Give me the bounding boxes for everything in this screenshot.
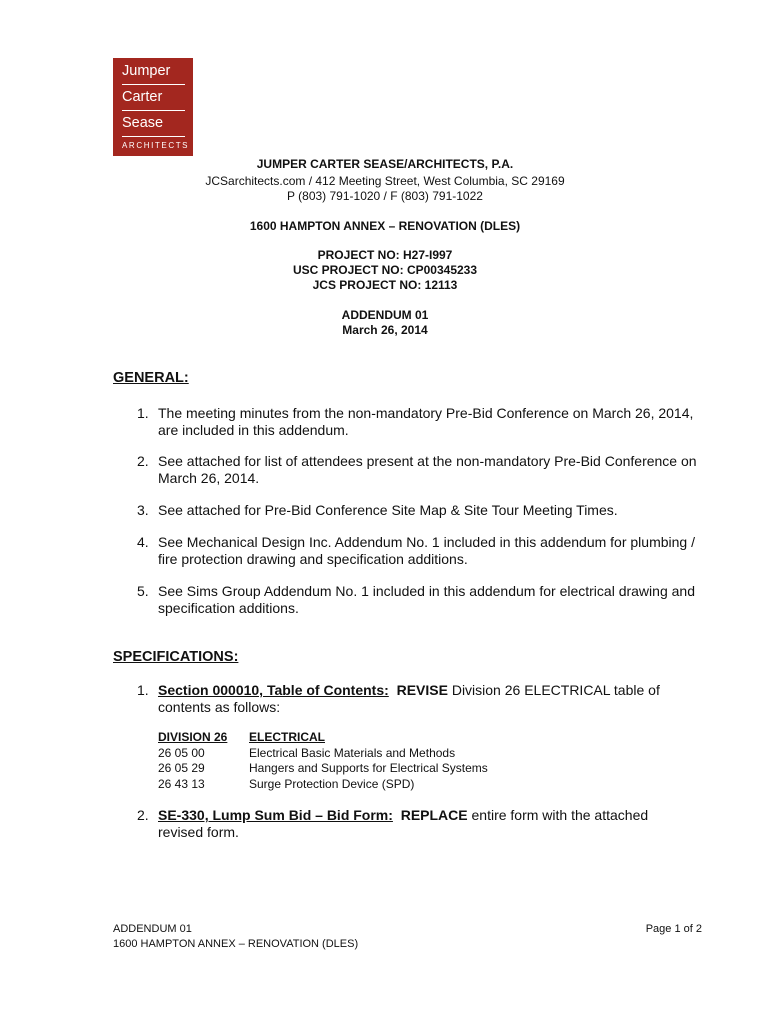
section-title: Surge Protection Device (SPD) [249, 776, 415, 791]
firm-logo [113, 58, 193, 156]
item-number: 1. [137, 682, 149, 698]
section-title: Electrical Basic Materials and Methods [249, 745, 456, 760]
item-text: See attached for Pre-Bid Conference Site Map & Site Tour Meeting Times. [158, 502, 618, 518]
logo-word-carter: Carter [122, 89, 163, 105]
specifications-heading: SPECIFICATIONS: [113, 649, 239, 665]
project-number: PROJECT NO: H27-I997 [317, 248, 453, 262]
spec-action: REPLACE [400, 807, 468, 823]
spec-section-title: Section 000010, Table of Contents: [158, 682, 389, 698]
logo-rule [122, 136, 185, 137]
general-item [137, 583, 697, 617]
item-number: 2. [137, 453, 149, 469]
table-row [158, 746, 488, 762]
table-header-title: ELECTRICAL [249, 730, 325, 744]
item-text [158, 682, 697, 716]
footer-project: 1600 HAMPTON ANNEX – RENOVATION (DLES) [113, 938, 359, 950]
section-number: 26 43 13 [158, 776, 205, 791]
logo-rule [122, 84, 185, 85]
jcs-project-number: JCS PROJECT NO: 12113 [312, 278, 458, 292]
logo-subtitle: ARCHITECTS [122, 141, 190, 150]
item-text [158, 807, 697, 841]
page-number: Page 1 of 2 [645, 923, 702, 935]
table-header-row [158, 730, 488, 746]
usc-project-number: USC PROJECT NO: CP00345233 [292, 263, 478, 277]
section-title: Hangers and Supports for Electrical Systems [249, 761, 488, 775]
general-item [137, 453, 697, 487]
section-number: 26 05 29 [158, 761, 205, 775]
item-text: See Sims Group Addendum No. 1 included in this addendum for electrical drawing and specification additions. [158, 583, 695, 616]
project-title: 1600 HAMPTON ANNEX – RENOVATION (DLES) [249, 219, 521, 233]
item-number: 3. [137, 502, 149, 518]
toc-table [158, 730, 488, 792]
item-number: 2. [137, 807, 149, 823]
addendum-number: ADDENDUM 01 [341, 308, 429, 322]
firm-address: JCSarchitects.com / 412 Meeting Street, West Columbia, SC 29169 [205, 174, 565, 188]
spec-action: REVISE [396, 682, 448, 698]
firm-phone: P (803) 791-1020 / F (803) 791-1022 [287, 189, 483, 203]
addendum-date: March 26, 2014 [342, 323, 428, 337]
item-number: 4. [137, 534, 149, 550]
logo-word-sease: Sease [122, 115, 164, 131]
general-heading: GENERAL: [113, 370, 189, 386]
footer-left [113, 922, 358, 952]
section-number: 26 05 00 [158, 745, 205, 760]
table-header-division: DIVISION 26 [158, 730, 228, 744]
item-number: 5. [137, 583, 149, 599]
table-row [158, 777, 488, 793]
item-text: See attached for list of attendees present at the non-mandatory Pre-Bid Conference on March 26, 2014. [158, 453, 697, 486]
table-row [158, 761, 488, 777]
item-number: 1. [137, 405, 149, 421]
spec-description: entire form with the attached revised form. [158, 807, 649, 840]
general-item [137, 502, 697, 519]
firm-name: JUMPER CARTER SEASE/ARCHITECTS, P.A. [256, 157, 514, 171]
footer-addendum: ADDENDUM 01 [113, 923, 192, 935]
spec-section-title: SE-330, Lump Sum Bid – Bid Form: [158, 807, 393, 823]
spec-item [137, 682, 697, 716]
logo-word-jumper: Jumper [122, 63, 171, 79]
item-text: The meeting minutes from the non-mandatory Pre-Bid Conference on March 26, 2014, are included in this addendum. [158, 405, 694, 438]
spec-description: Division 26 ELECTRICAL table of contents as follows: [158, 682, 660, 715]
general-item [137, 405, 697, 439]
logo-rule [122, 110, 185, 111]
spec-item [137, 807, 697, 841]
general-item [137, 534, 697, 568]
item-text: See Mechanical Design Inc. Addendum No. 1 included in this addendum for plumbing / fire protection drawing and specification additions. [158, 534, 695, 567]
